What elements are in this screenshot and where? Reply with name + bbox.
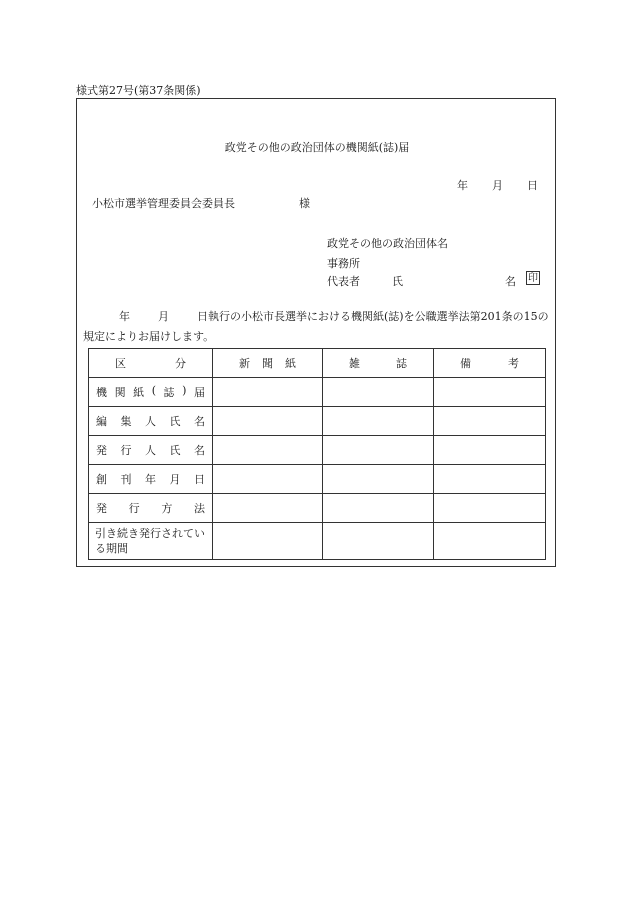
newspaper-cell[interactable] <box>213 523 323 560</box>
label-char: 名 <box>194 415 205 428</box>
newspaper-cell[interactable] <box>213 378 323 407</box>
form-box <box>76 98 556 567</box>
label-char: 聞 <box>262 357 273 370</box>
magazine-cell[interactable] <box>323 494 434 523</box>
label-char: 日 <box>194 473 205 486</box>
row-label <box>89 378 213 407</box>
header-newspaper <box>213 349 323 378</box>
label-char: 関 <box>114 386 126 399</box>
label-char: 名 <box>194 444 205 457</box>
label-char: 方 <box>161 502 173 515</box>
row-label <box>89 436 213 465</box>
row-label-text <box>89 413 212 429</box>
label-char: 行 <box>120 444 132 457</box>
label-char: 紙 <box>133 386 145 399</box>
representative-label: 代表者 <box>327 275 360 288</box>
label-char: 刊 <box>120 473 132 486</box>
label-char: 機 <box>96 386 107 399</box>
addressee-suffix: 様 <box>299 197 310 210</box>
label-char: 新 <box>239 357 250 370</box>
row-label-text <box>89 442 212 458</box>
label-char: 誌 <box>163 386 175 399</box>
date-year: 年 <box>457 179 468 192</box>
addressee: 小松市選挙管理委員会委員長 <box>92 197 235 210</box>
table-header-row <box>89 349 546 378</box>
magazine-cell[interactable] <box>323 523 434 560</box>
header-remarks <box>434 349 546 378</box>
label-char: 人 <box>145 444 156 457</box>
label-char: 区 <box>115 357 126 370</box>
label-char: ) <box>182 384 187 397</box>
table-row <box>89 494 546 523</box>
remarks-cell[interactable] <box>434 407 546 436</box>
remarks-cell[interactable] <box>434 378 546 407</box>
magazine-cell[interactable] <box>323 436 434 465</box>
row-label <box>89 494 213 523</box>
row-label <box>89 465 213 494</box>
label-char: 考 <box>508 357 519 370</box>
header-category <box>89 349 213 378</box>
row-label <box>89 407 213 436</box>
table-row <box>89 436 546 465</box>
label-char: 分 <box>175 357 186 370</box>
remarks-cell[interactable] <box>434 465 546 494</box>
notice-month: 月 <box>158 310 169 323</box>
label-char: 届 <box>193 386 205 399</box>
office-label: 事務所 <box>327 257 360 270</box>
label-char: 法 <box>193 502 205 515</box>
remarks-cell[interactable] <box>434 436 546 465</box>
label-char: 人 <box>145 415 156 428</box>
label-char: 紙 <box>285 357 296 370</box>
label-char: 備 <box>460 357 471 370</box>
magazine-cell[interactable] <box>323 465 434 494</box>
form-number: 様式第27号(第37条関係) <box>76 84 201 97</box>
date-day: 日 <box>527 179 538 192</box>
remarks-cell[interactable] <box>434 494 546 523</box>
form-title: 政党その他の政治団体の機関紙(誌)届 <box>224 141 410 154</box>
org-name-label: 政党その他の政治団体名 <box>327 237 448 250</box>
newspaper-cell[interactable] <box>213 407 323 436</box>
table-row <box>89 523 546 560</box>
label-char: 年 <box>145 473 156 486</box>
newspaper-cell[interactable] <box>213 436 323 465</box>
table-row <box>89 407 546 436</box>
header-newspaper-text <box>213 355 322 371</box>
table-row <box>89 465 546 494</box>
remarks-cell[interactable] <box>434 523 546 560</box>
magazine-cell[interactable] <box>323 407 434 436</box>
representative-name-label-2: 名 <box>505 275 516 288</box>
publication-table <box>88 348 546 560</box>
label-char: ( <box>151 384 156 397</box>
seal-mark: 印 <box>528 273 538 284</box>
label-char: 氏 <box>169 415 181 428</box>
label-char: 集 <box>120 415 132 428</box>
date-line <box>457 180 538 191</box>
notice-paragraph <box>83 307 553 347</box>
row-label-text <box>89 471 212 487</box>
header-magazine-text <box>323 355 433 371</box>
representative-name-label-1: 氏 <box>392 275 403 288</box>
header-magazine <box>323 349 434 378</box>
label-char: 誌 <box>396 357 407 370</box>
notice-text: 日執行の小松市長選挙における機関紙(誌)を公職選挙法第201条の15の規定によりお届けします。 <box>83 310 549 343</box>
newspaper-cell[interactable] <box>213 494 323 523</box>
label-char: 雑 <box>349 357 360 370</box>
label-char: 発 <box>96 444 107 457</box>
magazine-cell[interactable] <box>323 378 434 407</box>
header-remarks-text <box>434 355 545 371</box>
label-char: 発 <box>96 502 107 515</box>
label-char: 編 <box>96 415 107 428</box>
label-char: 行 <box>128 502 140 515</box>
row-label-text <box>89 500 212 516</box>
newspaper-cell[interactable] <box>213 465 323 494</box>
label-char: 創 <box>96 473 107 486</box>
row-label: 引き続き発行されている期間 <box>89 523 213 560</box>
row-label-text <box>89 384 212 400</box>
label-char: 氏 <box>169 444 181 457</box>
date-month: 月 <box>492 179 503 192</box>
table-row <box>89 378 546 407</box>
header-category-text <box>89 355 212 371</box>
notice-year: 年 <box>119 310 130 323</box>
label-char: 月 <box>169 473 181 486</box>
